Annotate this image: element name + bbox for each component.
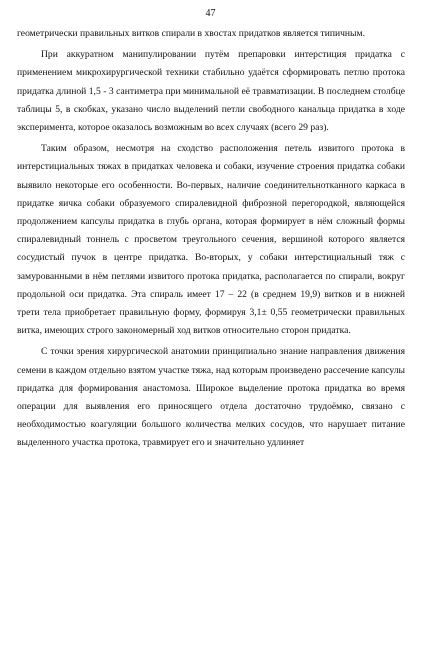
page-number: 47	[205, 8, 216, 19]
paragraph-dog-epididymis: Таким образом, несмотря на сходство расположения петель извитого протока в интерстициальных тяжах в придатках человека и собаки, изучение строения придатка собаки выявило некоторые его особенности. Во-первых, наличие соединительнотканного каркаса в придатке яичка собаки образуемого спиралевидной фиброзной перегородкой, являющейся продолжением капсулы придатка в глубь органа, которая формирует в нём сложный формы спиралевидный тоннель с просветом треугольного сечения, вершиной которого является сосудистый пучок в центре придатка. Во-вторых, у собаки интерстициальный тяж с замурованными в нём петлями извитого протока придатка, располагается по спирали, вокруг продольной оси придатка. Эта спираль имеет 17 – 22 (в среднем 19,9) витков и в нижней трети тела приобретает правильную форму, формируя 3,1± 0,55 геометрически правильных витка, имеющих строго закономерный ход витков относительно сторон придатка.	[17, 143, 405, 337]
paragraph-continuation: геометрически правильных витков спирали в хвостах придатков является типичным.	[17, 28, 365, 39]
paragraph-microsurgery: При аккуратном манипулировании путём препаровки интерстиция придатка с применением микрохирургической техники стабильно удаётся сформировать петлю протока придатка длиной 1,5 - 3 сантиметра при минимальной её травматизации. В последнем столбце таблицы 5, в скобках, указано число выделений петли свободного канальца придатка в ходе эксперимента, которое оказалось возможным во всех случаях (всего 29 раз).	[17, 49, 405, 134]
paragraph-surgical-anatomy: С точки зрения хирургической анатомии принципиально знание направления движения семени в каждом отдельно взятом участке тяжа, над которым произведено рассечение капсулы придатка для формирования анастомоза. Широкое выделение протока придатка во время операции для выявления его приносящего отдела достаточно трудоёмко, связано с необходимостью коагуляции большого количества мелких сосудов, что нарушает питание выделенного участка протока, травмирует его и значительно удлиняет	[17, 346, 405, 449]
page-body	[17, 25, 405, 453]
